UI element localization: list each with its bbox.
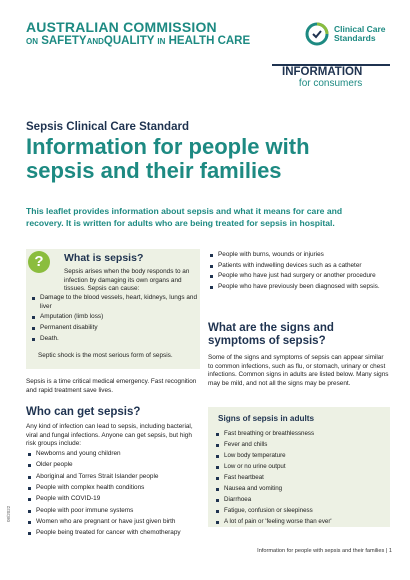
list-item: Fatigue, confusion or sleepiness	[214, 507, 390, 515]
ccs-logo-icon	[305, 22, 329, 46]
list-item: Older people	[26, 461, 206, 470]
what-is-sepsis-heading: What is sepsis?	[64, 252, 144, 264]
list-item: Fast heartbeat	[214, 474, 390, 482]
clinical-care-standards-logo	[305, 22, 386, 46]
who-text: Any kind of infection can lead to sepsis, including bacterial, viral and fungal infections. Anyone can get sepsis, but high risk groups include:	[26, 423, 193, 448]
list-item: A lot of pain or 'feeling worse than ever'	[214, 518, 390, 526]
question-icon: ?	[28, 251, 50, 273]
signs-heading: What are the signs and symptoms of sepsis?	[208, 322, 334, 347]
list-item: Permanent disability	[30, 324, 200, 333]
list-item: Aboriginal and Torres Strait Islander people	[26, 473, 206, 482]
list-item: Fast breathing or breathlessness	[214, 430, 390, 438]
org-name-line1: AUSTRALIAN COMMISSION	[26, 19, 217, 35]
risk-groups-list	[26, 450, 206, 541]
list-item: People with burns, wounds or injuries	[208, 251, 390, 260]
adult-signs-list	[214, 430, 390, 529]
signs-text: Some of the signs and symptoms of sepsis can appear similar to common infections, such as flu, or stomach, urinary or chest infections. Common signs in adults are listed below. Many signs may be mild, and not all the signs may be present.	[208, 354, 389, 387]
list-item: People who have previously been diagnosed with sepsis.	[208, 283, 390, 292]
list-item: People with poor immune systems	[26, 507, 206, 516]
list-item: People being treated for cancer with chemotherapy	[26, 529, 206, 538]
list-item: Nausea and vomiting	[214, 485, 390, 493]
list-item: Diarrhoea	[214, 496, 390, 504]
org-logo-text	[26, 20, 250, 47]
document-code: 08/2022	[6, 505, 11, 522]
info-title: INFORMATION	[282, 66, 363, 78]
list-item: Women who are pregnant or have just given birth	[26, 518, 206, 527]
list-item: People with COVID-19	[26, 495, 206, 504]
sepsis-effects-list	[30, 294, 200, 345]
page-title: Information for people with sepsis and their families	[26, 134, 310, 183]
list-item: Damage to the blood vessels, heart, kidneys, lungs and liver	[30, 294, 200, 311]
pre-title: Sepsis Clinical Care Standard	[26, 121, 189, 133]
list-item: Death.	[30, 335, 200, 344]
org-name-line2: ON SAFETYANDQUALITY IN HEALTH CARE	[26, 34, 251, 47]
ccs-logo-text: Clinical Care Standards	[334, 23, 386, 43]
list-item: People who have just had surgery or another procedure	[208, 272, 390, 281]
list-item: Fever and chills	[214, 441, 390, 449]
list-item: Low or no urine output	[214, 463, 390, 471]
septic-shock-note: Septic shock is the most serious form of sepsis.	[38, 352, 173, 359]
adult-signs-heading: Signs of sepsis in adults	[218, 414, 314, 423]
who-heading: Who can get sepsis?	[26, 406, 141, 418]
list-item: People with complex health conditions	[26, 484, 206, 493]
list-item: Amputation (limb loss)	[30, 313, 200, 322]
emergency-note: Sepsis is a time critical medical emergency. Fast recognition and rapid treatment save lives.	[26, 378, 197, 394]
what-is-sepsis-text: Sepsis arises when the body responds to an infection by damaging its own organs and tissues. Sepsis can cause:	[64, 268, 190, 293]
info-subtitle: for consumers	[298, 78, 363, 89]
risk-groups-list-continued	[208, 251, 390, 294]
list-item: Low body temperature	[214, 452, 390, 460]
info-label	[282, 66, 362, 89]
list-item: Patients with indwelling devices such as a catheter	[208, 262, 390, 271]
list-item: Newborns and young children	[26, 450, 206, 459]
lead-paragraph: This leaflet provides information about sepsis and what it means for care and recovery. It is written for adults who are being treated for sepsis in hospital.	[26, 206, 343, 228]
page-footer: Information for people with sepsis and their families | 1	[257, 548, 392, 554]
